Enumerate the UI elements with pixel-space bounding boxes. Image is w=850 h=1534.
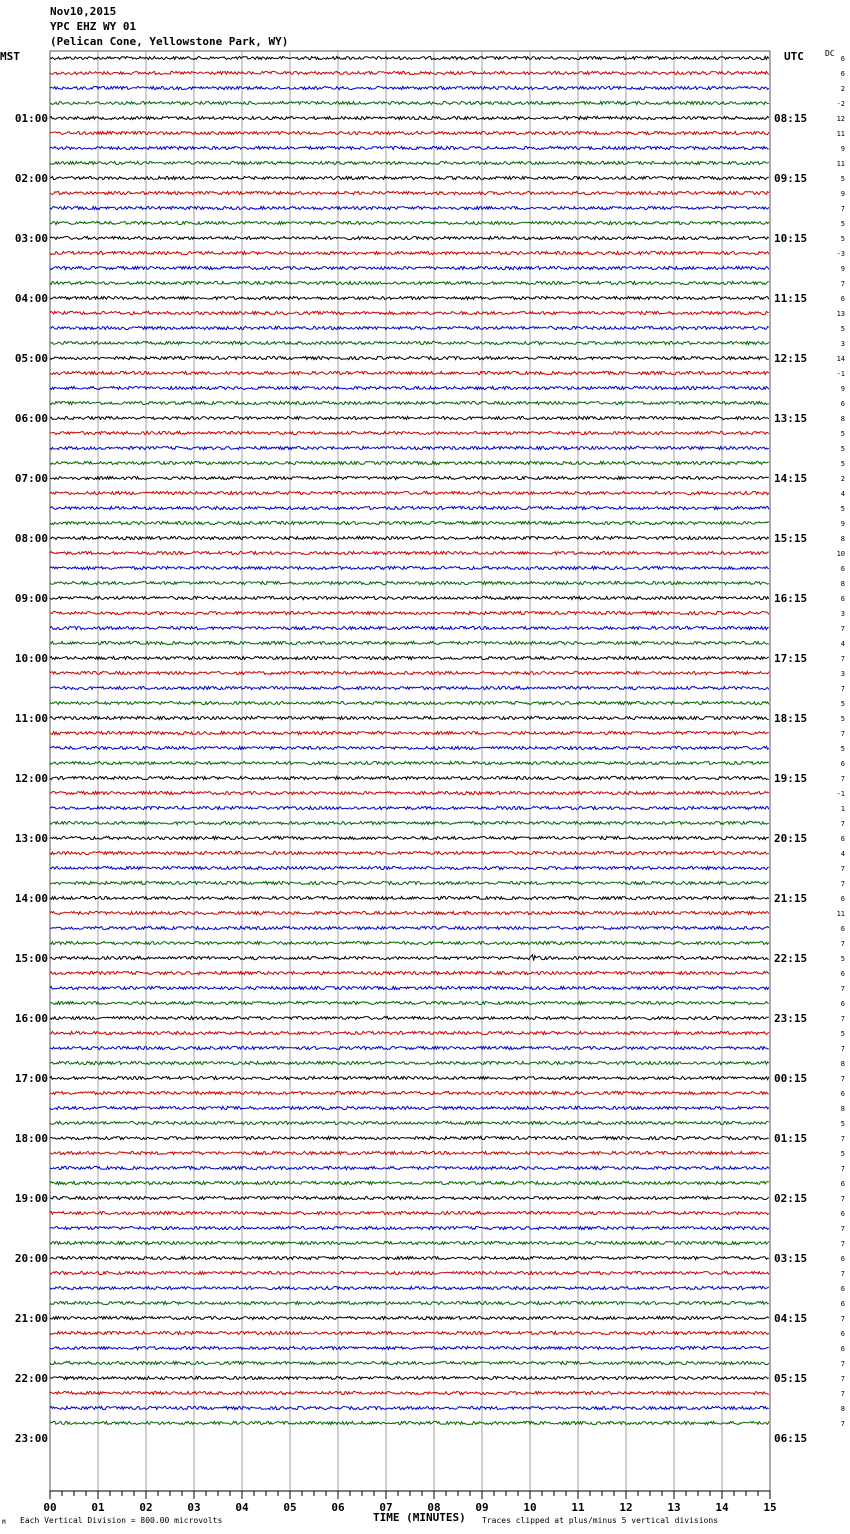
dc-offset-label: 2 [840, 85, 845, 93]
dc-offset-label: 4 [840, 490, 845, 498]
dc-offset-label: 6 [840, 895, 845, 903]
x-tick-label: 00 [43, 1501, 57, 1514]
x-tick-label: 14 [715, 1501, 729, 1514]
dc-offset-label: 4 [840, 640, 845, 648]
dc-offset-label: 7 [840, 1360, 845, 1368]
scale-note: Each Vertical Division = 800.00 microvolts [20, 1516, 223, 1525]
dc-offset-label: 7 [840, 655, 845, 663]
trace-line [50, 521, 769, 524]
dc-offset-label: 7 [840, 205, 845, 213]
trace-line [50, 176, 769, 179]
dc-offset-label: 5 [840, 235, 845, 243]
utc-hour-label: 04:15 [774, 1312, 808, 1325]
dc-offset-label: 7 [840, 1240, 845, 1248]
mst-hour-label: 17:00 [14, 1072, 48, 1085]
x-tick-label: 06 [331, 1501, 345, 1514]
utc-hour-label: 09:15 [774, 172, 808, 185]
dc-offset-label: 6 [840, 835, 845, 843]
dc-offset-label: 5 [840, 1030, 845, 1038]
trace-line [50, 386, 769, 389]
dc-offset-label: 6 [840, 55, 845, 63]
trace-line [50, 296, 769, 299]
dc-offset-label: 6 [840, 400, 845, 408]
hour-labels [15, 55, 845, 1445]
trace-line [50, 221, 769, 224]
mst-hour-label: 21:00 [14, 1312, 48, 1325]
mst-hour-label: 06:00 [14, 412, 48, 425]
dc-offset-label: 11 [836, 130, 845, 138]
trace-line [50, 821, 769, 824]
dc-offset-label: 7 [840, 985, 845, 993]
trace-line [50, 416, 769, 419]
dc-offset-label: 14 [836, 355, 845, 363]
utc-hour-label: 20:15 [774, 832, 808, 845]
dc-offset-label: 8 [840, 535, 845, 543]
trace-line [50, 806, 769, 809]
dc-offset-label: 3 [840, 340, 845, 348]
mst-hour-label: 16:00 [14, 1012, 48, 1025]
trace-line [50, 1376, 769, 1379]
trace-line [50, 955, 769, 961]
trace-line [50, 431, 769, 434]
trace-line [50, 1121, 769, 1124]
trace-line [50, 791, 769, 794]
dc-offset-label: 5 [840, 700, 845, 708]
utc-label: UTC [784, 50, 804, 63]
trace-line [50, 866, 769, 869]
station-label: YPC EHZ WY 01 [50, 20, 137, 33]
dc-offset-label: 9 [840, 385, 845, 393]
trace-line [50, 71, 769, 74]
trace-line [50, 506, 769, 509]
mst-hour-label: 19:00 [14, 1192, 48, 1205]
trace-line [50, 191, 769, 194]
dc-offset-label: 7 [840, 820, 845, 828]
dc-offset-label: 5 [840, 1150, 845, 1158]
dc-offset-label: 2 [840, 475, 845, 483]
trace-line [50, 566, 769, 569]
dc-label: DC [825, 49, 835, 58]
dc-offset-label: 6 [840, 1000, 845, 1008]
trace-line [50, 1316, 769, 1319]
trace-line [50, 596, 769, 599]
dc-offset-label: 6 [840, 1300, 845, 1308]
trace-line [50, 281, 769, 284]
dc-offset-label: 6 [840, 1330, 845, 1338]
x-tick-label: 11 [571, 1501, 585, 1514]
trace-line [50, 86, 769, 89]
dc-offset-label: 5 [840, 430, 845, 438]
trace-line [50, 1361, 769, 1364]
trace-line [50, 1181, 769, 1184]
mst-hour-label: 12:00 [14, 772, 48, 785]
dc-offset-label: 7 [840, 1015, 845, 1023]
trace-line [50, 971, 769, 974]
dc-offset-label: 5 [840, 460, 845, 468]
utc-hour-label: 12:15 [774, 352, 808, 365]
trace-line [50, 911, 769, 914]
dc-offset-label: 6 [840, 970, 845, 978]
dc-offset-label: 9 [840, 145, 845, 153]
trace-line [50, 131, 769, 134]
dc-offset-label: 6 [840, 1345, 845, 1353]
utc-hour-label: 00:15 [774, 1072, 808, 1085]
utc-hour-label: 10:15 [774, 232, 808, 245]
utc-hour-label: 01:15 [774, 1132, 808, 1145]
dc-offset-label: 6 [840, 1090, 845, 1098]
clip-note: Traces clipped at plus/minus 5 vertical divisions [482, 1516, 719, 1525]
trace-line [50, 1226, 769, 1229]
dc-offset-label: 7 [840, 1315, 845, 1323]
x-tick-label: 13 [667, 1501, 681, 1514]
trace-line [50, 896, 769, 899]
dc-offset-label: 7 [840, 1375, 845, 1383]
utc-hour-label: 11:15 [774, 292, 808, 305]
trace-line [50, 1256, 769, 1259]
trace-line [50, 1106, 769, 1109]
dc-offset-label: 8 [840, 1405, 845, 1413]
mst-hour-label: 11:00 [14, 712, 48, 725]
trace-line [50, 1331, 769, 1334]
dc-offset-label: 7 [840, 730, 845, 738]
dc-offset-label: 5 [840, 745, 845, 753]
dc-offset-label: 10 [836, 550, 845, 558]
dc-offset-label: 9 [840, 265, 845, 273]
trace-line [50, 1196, 769, 1199]
trace-line [50, 986, 769, 989]
mst-hour-label: 20:00 [14, 1252, 48, 1265]
dc-offset-label: 5 [840, 325, 845, 333]
trace-line [50, 701, 769, 704]
dc-offset-label: 8 [840, 1060, 845, 1068]
mst-hour-label: 08:00 [14, 532, 48, 545]
dc-offset-label: 4 [840, 850, 845, 858]
dc-offset-label: 6 [840, 595, 845, 603]
location-label: (Pelican Cone, Yellowstone Park, WY) [50, 35, 289, 48]
dc-offset-label: 9 [840, 190, 845, 198]
utc-hour-label: 02:15 [774, 1192, 808, 1205]
dc-offset-label: 3 [840, 670, 845, 678]
trace-line [50, 1271, 769, 1274]
trace-line [50, 491, 769, 494]
x-tick-label: 12 [619, 1501, 633, 1514]
trace-line [50, 641, 769, 644]
trace-line [50, 1211, 769, 1214]
trace-line [50, 446, 769, 449]
dc-offset-label: 8 [840, 1105, 845, 1113]
dc-offset-label: 5 [840, 955, 845, 963]
x-tick-label: 04 [235, 1501, 249, 1514]
x-tick-label: 02 [139, 1501, 153, 1514]
x-tick-label: 07 [379, 1501, 393, 1514]
trace-line [50, 251, 769, 254]
trace-line [50, 716, 769, 719]
utc-hour-label: 23:15 [774, 1012, 808, 1025]
dc-offset-label: 7 [840, 775, 845, 783]
mst-hour-label: 15:00 [14, 952, 48, 965]
dc-offset-label: 7 [840, 685, 845, 693]
dc-offset-label: 6 [840, 925, 845, 933]
trace-line [50, 1421, 769, 1424]
dc-offset-label: 5 [840, 175, 845, 183]
trace-line [50, 1151, 769, 1154]
trace-line [50, 941, 769, 944]
x-tick-label: 03 [187, 1501, 201, 1514]
trace-line [50, 881, 769, 884]
trace-line [50, 926, 769, 929]
dc-offset-label: 13 [836, 310, 845, 318]
dc-offset-label: 5 [840, 220, 845, 228]
utc-hour-label: 05:15 [774, 1372, 808, 1385]
trace-line [50, 1241, 769, 1244]
utc-hour-label: 08:15 [774, 112, 808, 125]
date-label: Nov10,2015 [50, 5, 117, 18]
mst-hour-label: 13:00 [14, 832, 48, 845]
x-tick-label: 01 [91, 1501, 105, 1514]
mst-hour-label: 05:00 [14, 352, 48, 365]
trace-line [50, 311, 769, 314]
dc-offset-label: 7 [840, 1135, 845, 1143]
trace-line [50, 356, 769, 359]
mst-hour-label: 04:00 [14, 292, 48, 305]
trace-line [50, 1301, 769, 1304]
trace-line [50, 1076, 769, 1079]
dc-offset-label: 5 [840, 715, 845, 723]
trace-line [50, 1046, 769, 1049]
dc-offset-label: 9 [840, 520, 845, 528]
dc-offset-label: 6 [840, 295, 845, 303]
utc-hour-label: 13:15 [774, 412, 808, 425]
utc-hour-label: 17:15 [774, 652, 808, 665]
utc-hour-label: 15:15 [774, 532, 808, 545]
trace-line [50, 671, 769, 674]
trace-line [50, 236, 769, 239]
trace-line [50, 116, 769, 119]
mst-hour-label: 01:00 [14, 112, 48, 125]
trace-line [50, 851, 769, 854]
trace-line [50, 476, 769, 479]
trace-line [50, 401, 769, 404]
dc-offset-label: 5 [840, 445, 845, 453]
dc-offset-label: 6 [840, 760, 845, 768]
dc-offset-label: 7 [840, 1195, 845, 1203]
mst-hour-label: 09:00 [14, 592, 48, 605]
mst-hour-label: 10:00 [14, 652, 48, 665]
dc-offset-label: 7 [840, 1075, 845, 1083]
dc-offset-label: 7 [840, 1045, 845, 1053]
x-tick-label: 05 [283, 1501, 297, 1514]
x-tick-label: 09 [475, 1501, 489, 1514]
trace-line [50, 1391, 769, 1394]
utc-hour-label: 14:15 [774, 472, 808, 485]
x-tick-label: 15 [763, 1501, 777, 1514]
utc-hour-label: 19:15 [774, 772, 808, 785]
dc-offset-label: 7 [840, 940, 845, 948]
x-tick-label: 10 [523, 1501, 537, 1514]
trace-line [50, 551, 769, 554]
utc-hour-label: 06:15 [774, 1432, 808, 1445]
trace-line [50, 56, 769, 59]
dc-offset-label: 1 [840, 805, 845, 813]
trace-line [50, 1286, 769, 1289]
trace-line [50, 326, 769, 329]
trace-line [50, 761, 769, 764]
dc-offset-label: 3 [840, 610, 845, 618]
trace-line [50, 1346, 769, 1349]
trace-line [50, 581, 769, 584]
utc-hour-label: 16:15 [774, 592, 808, 605]
dc-offset-label: 6 [840, 1255, 845, 1263]
dc-offset-label: 7 [840, 1390, 845, 1398]
dc-offset-label: 6 [840, 1285, 845, 1293]
dc-offset-label: -1 [836, 370, 845, 378]
dc-offset-label: -1 [836, 790, 845, 798]
dc-offset-label: 7 [840, 865, 845, 873]
dc-offset-label: -2 [836, 100, 845, 108]
mst-hour-label: 22:00 [14, 1372, 48, 1385]
trace-line [50, 161, 769, 164]
trace-line [50, 656, 769, 659]
mst-hour-label: 14:00 [14, 892, 48, 905]
trace-line [50, 746, 769, 749]
dc-offset-label: 7 [840, 1225, 845, 1233]
trace-line [50, 371, 769, 374]
trace-line [50, 461, 769, 464]
dc-offset-label: 6 [840, 565, 845, 573]
x-tick-label: 08 [427, 1501, 441, 1514]
trace-line [50, 341, 769, 344]
trace-line [50, 611, 769, 614]
trace-line [50, 1166, 769, 1169]
dc-offset-label: 6 [840, 70, 845, 78]
dc-offset-label: 12 [836, 115, 845, 123]
corner-mark: M [2, 1519, 6, 1526]
trace-line [50, 1406, 769, 1409]
trace-line [50, 101, 769, 104]
dc-offset-label: 7 [840, 280, 845, 288]
utc-hour-label: 18:15 [774, 712, 808, 725]
mst-hour-label: 07:00 [14, 472, 48, 485]
mst-hour-label: 03:00 [14, 232, 48, 245]
utc-hour-label: 21:15 [774, 892, 808, 905]
dc-offset-label: 5 [840, 1120, 845, 1128]
trace-line [50, 626, 769, 629]
dc-offset-label: 7 [840, 625, 845, 633]
trace-line [50, 686, 769, 689]
dc-offset-label: 8 [840, 415, 845, 423]
trace-line [50, 1061, 769, 1064]
trace-line [50, 266, 769, 269]
trace-line [50, 1136, 769, 1139]
dc-offset-label: 6 [840, 1210, 845, 1218]
trace-line [50, 1016, 769, 1019]
trace-line [50, 776, 769, 779]
mst-label: MST [0, 50, 20, 63]
mst-hour-label: 02:00 [14, 172, 48, 185]
mst-hour-label: 18:00 [14, 1132, 48, 1145]
trace-line [50, 1001, 769, 1004]
dc-offset-label: 7 [840, 1270, 845, 1278]
dc-offset-label: 11 [836, 910, 845, 918]
mst-hour-label: 23:00 [14, 1432, 48, 1445]
x-axis-title: TIME (MINUTES) [373, 1511, 466, 1524]
trace-group [50, 56, 769, 1424]
trace-line [50, 731, 769, 734]
utc-hour-label: 22:15 [774, 952, 808, 965]
trace-line [50, 836, 769, 839]
trace-line [50, 146, 769, 149]
dc-offset-label: 11 [836, 160, 845, 168]
trace-line [50, 1091, 769, 1094]
dc-offset-label: -3 [836, 250, 845, 258]
dc-offset-label: 8 [840, 580, 845, 588]
trace-line [50, 206, 769, 209]
dc-offset-label: 7 [840, 1165, 845, 1173]
trace-line [50, 1031, 769, 1034]
utc-hour-label: 03:15 [774, 1252, 808, 1265]
dc-offset-label: 5 [840, 505, 845, 513]
dc-offset-label: 7 [840, 1420, 845, 1428]
dc-offset-label: 6 [840, 1180, 845, 1188]
dc-offset-label: 7 [840, 880, 845, 888]
trace-line [50, 536, 769, 539]
